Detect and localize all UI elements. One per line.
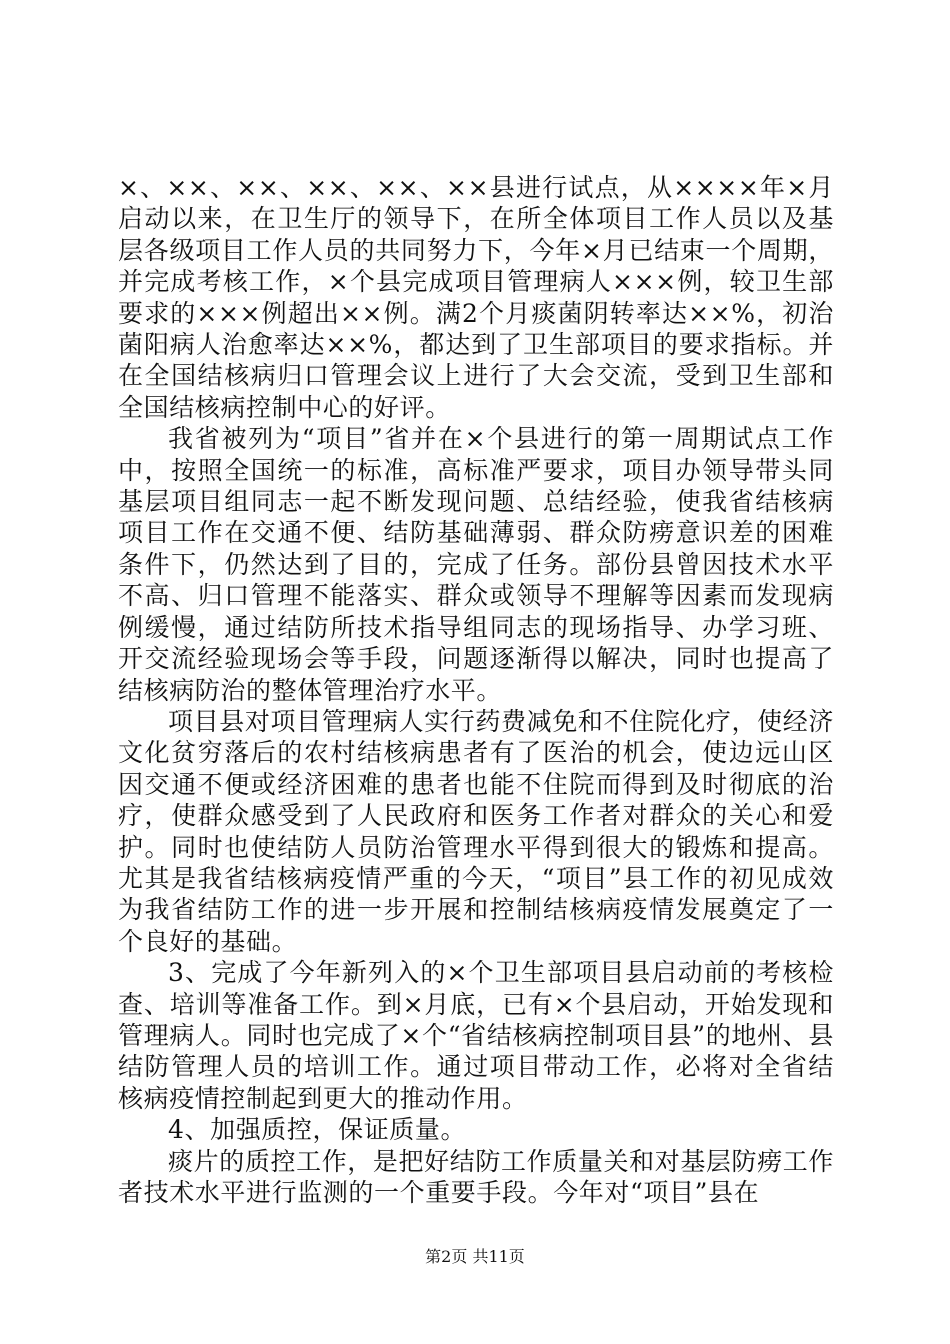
paragraph-4: 3、完成了今年新列入的×个卫生部项目县启动前的考核检查、培训等准备工作。到×月底，已有×个县启动，开始发现和管理病人。同时也完成了×个“省结核病控制项目县”的地州、县结防管理人员的培训工作。通过项目带动工作，必将对全省结核病疫情控制起到更大的推动作用。 [118, 958, 834, 1113]
paragraph-3: 项目县对项目管理病人实行药费减免和不住院化疗，使经济文化贫穷落后的农村结核病患者有了医治的机会，使边远山区因交通不便或经济困难的患者也能不住院而得到及时彻底的治疗，使群众感受到了人民政府和医务工作者对群众的关心和爱护。同时也使结防人员防治管理水平得到很大的锻炼和提高。尤其是我省结核病疫情严重的今天，“项目”县工作的初见成效为我省结防工作的进一步开展和控制结核病疫情发展奠定了一个良好的基础。 [118, 706, 834, 956]
paragraph-1: ×、××、××、××、××、××县进行试点，从××××年×月启动以来，在卫生厅的领导下，在所全体项目工作人员以及基层各级项目工作人员的共同努力下，今年×月已结束一个周期，并完成考核工作，×个县完成项目管理病人×××例，较卫生部要求的×××例超出××例。满2个月痰菌阴转率达××%，初治菌阳病人治愈率达××%，都达到了卫生部项目的要求指标。并在全国结核病归口管理会议上进行了大会交流，受到卫生部和全国结核病控制中心的好评。 [118, 173, 834, 422]
body-text [118, 172, 834, 1208]
paragraph-2: 我省被列为“项目”省并在×个县进行的第一周期试点工作中，按照全国统一的标准，高标准严要求，项目办领导带头同基层项目组同志一起不断发现问题、总结经验，使我省结核病项目工作在交通不便、结防基础薄弱、群众防痨意识差的困难条件下，仍然达到了目的，完成了任务。部份县曾因技术水平不高、归口管理不能落实、群众或领导不理解等因素而发现病例缓慢，通过结防所技术指导组同志的现场指导、办学习班、开交流经验现场会等手段，问题逐渐得以解决，同时也提高了结核病防治的整体管理治疗水平。 [118, 424, 834, 705]
page-number: 第2页 共11页 [425, 1247, 525, 1266]
paragraph-6: 痰片的质控工作，是把好结防工作质量关和对基层防痨工作者技术水平进行监测的一个重要手段。今年对“项目”县在 [118, 1146, 834, 1207]
paragraph-5: 4、加强质控，保证质量。 [168, 1115, 467, 1145]
